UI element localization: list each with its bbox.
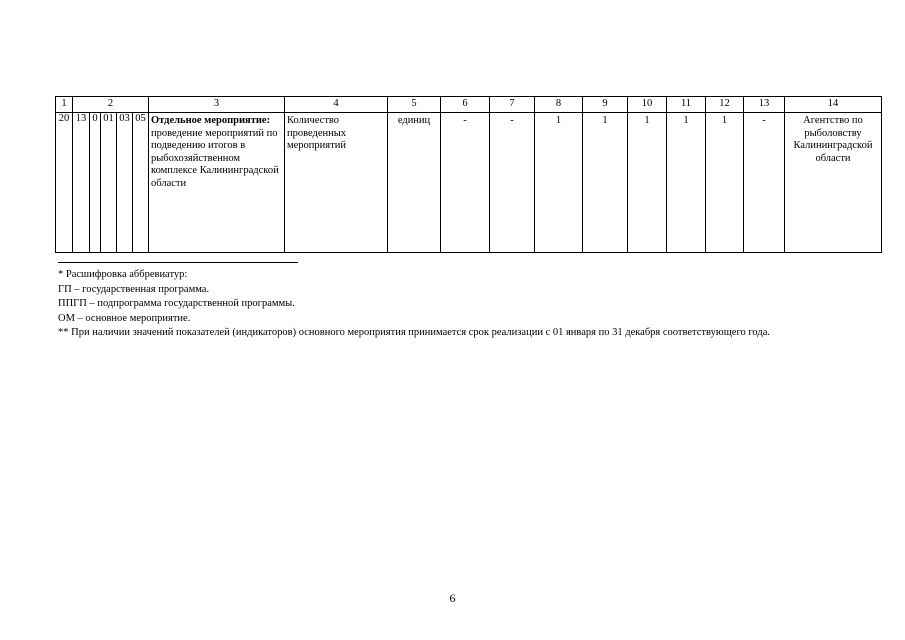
footnote-line: ППГП – подпрограмма государственной программы.: [58, 298, 295, 309]
value-cell: -: [744, 113, 785, 253]
header-cell: 8: [535, 97, 583, 113]
footnotes: [58, 268, 770, 341]
activity-description: проведение мероприятий по подведению итогов в рыбохозяйственном комплексе Калининградской области: [151, 127, 279, 189]
value-cell: 1: [583, 113, 628, 253]
value-cell: 1: [535, 113, 583, 253]
code-cell: 01: [101, 113, 117, 253]
header-cell: 13: [744, 97, 785, 113]
value-cell: 1: [667, 113, 706, 253]
header-cell: 9: [583, 97, 628, 113]
page-number: 6: [449, 591, 456, 605]
code-cell: 05: [133, 113, 149, 253]
footnote-separator: [58, 262, 298, 263]
code-cell: 03: [117, 113, 133, 253]
responsible-cell: Агентство по рыболовству Калининградской области: [785, 113, 882, 253]
footnote-line: ГП – государственная программа.: [58, 283, 210, 295]
header-cell: 12: [706, 97, 744, 113]
header-cell: 6: [441, 97, 490, 113]
header-cell: 11: [667, 97, 706, 113]
code-cell: 13: [73, 113, 90, 253]
footnote-line: ** При наличии значений показателей (индикаторов) основного мероприятия принимается срок реализации с 01 января по 31 декабря соответствующего года.: [58, 327, 770, 338]
header-cell: 5: [388, 97, 441, 113]
activities-table: [55, 96, 882, 253]
value-cell: -: [490, 113, 535, 253]
footnote-line: ОМ – основное мероприятие.: [58, 312, 191, 324]
table-header-row: [56, 97, 882, 113]
header-cell: 7: [490, 97, 535, 113]
indicator-cell: Количество проведенных мероприятий: [285, 113, 388, 253]
row-number-cell: 20: [56, 113, 73, 253]
header-cell: 1: [56, 97, 73, 113]
value-cell: 1: [706, 113, 744, 253]
footnote-line: * Расшифровка аббревиатур:: [58, 269, 188, 280]
header-cell: 10: [628, 97, 667, 113]
activity-type-label: Отдельное мероприятие:: [151, 115, 271, 126]
header-cell: 3: [149, 97, 285, 113]
value-cell: 1: [628, 113, 667, 253]
header-cell: 2: [73, 97, 149, 113]
header-cell: 14: [785, 97, 882, 113]
unit-cell: единиц: [388, 113, 441, 253]
activity-name-cell: [149, 113, 285, 253]
header-cell: 4: [285, 97, 388, 113]
table-row: [56, 113, 882, 253]
code-cell: 0: [90, 113, 101, 253]
value-cell: -: [441, 113, 490, 253]
